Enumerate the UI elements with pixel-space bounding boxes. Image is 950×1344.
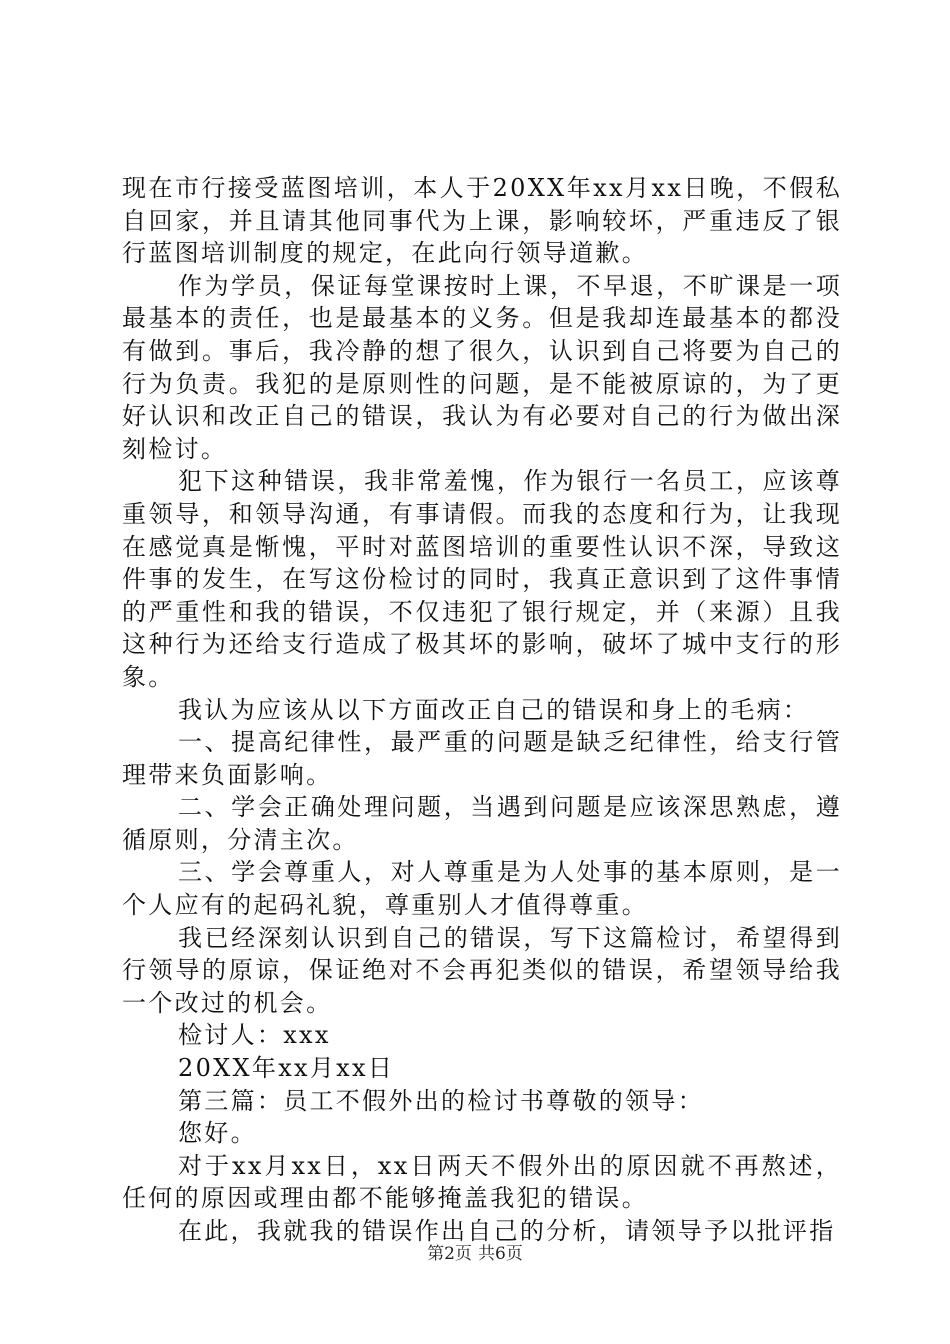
signature-line: 检讨人：xxx — [178, 1021, 331, 1050]
date-line: 20XX年xx月xx日 — [178, 1054, 395, 1083]
page-footer — [0, 1243, 950, 1265]
section-heading: 第三篇：员工不假外出的检讨书尊敬的领导： — [178, 1086, 704, 1115]
paragraph: 二、学会正确处理问题，当遇到问题是应该深思熟虑，遵循原则，分清主次。 — [122, 793, 842, 854]
paragraph: 我已经深刻认识到自己的错误，写下这篇检讨，希望得到行领导的原谅，保证绝对不会再犯类似的错误，希望领导给我一个改过的机会。 — [122, 923, 842, 1017]
greeting: 您好。 — [178, 1119, 257, 1148]
document-body — [122, 172, 842, 1248]
paragraph: 一、提高纪律性，最严重的问题是缺乏纪律性，给支行管理带来负面影响。 — [122, 728, 842, 789]
paragraph: 现在市行接受蓝图培训，本人于20XX年xx月xx日晚，不假私自回家，并且请其他同事代为上课，影响较坏，严重违反了银行蓝图培训制度的规定，在此向行领导道歉。 — [122, 174, 842, 268]
paragraph: 对于xx月xx日，xx日两天不假外出的原因就不再熬述，任何的原因或理由都不能够掩盖我犯的错误。 — [122, 1151, 842, 1213]
paragraph: 我认为应该从以下方面改正自己的错误和身上的毛病： — [178, 695, 810, 724]
paragraph: 作为学员，保证每堂课按时上课，不早退，不旷课是一项最基本的责任，也是最基本的义务。但是我却连最基本的都没有做到。事后，我冷静的想了很久，认识到自己将要为自己的行为负责。我犯的是原则性的问题，是不能被原谅的，为了更好认识和改正自己的错误，我认为有必要对自己的行为做出深刻检讨。 — [122, 271, 842, 463]
paragraph: 犯下这种错误，我非常羞愧，作为银行一名员工，应该尊重领导，和领导沟通，有事请假。而我的态度和行为，让我现在感觉真是惭愧，平时对蓝图培训的重要性认识不深，导致这件事的发生，在写这份检讨的同时，我真正意识到了这件事情的严重性和我的错误，不仅违犯了银行规定，并（来源）且我这种行为还给支行造成了极其坏的影响，破坏了城中支行的形象。 — [122, 467, 842, 691]
paragraph: 在此，我就我的错误作出自己的分析，请领导予以批评指 — [178, 1217, 836, 1245]
paragraph: 三、学会尊重人，对人尊重是为人处事的基本原则，是一个人应有的起码礼貌，尊重别人才值得尊重。 — [122, 858, 842, 920]
page-total: 共6页 — [478, 1244, 523, 1264]
page-number: 第2页 — [427, 1244, 472, 1264]
